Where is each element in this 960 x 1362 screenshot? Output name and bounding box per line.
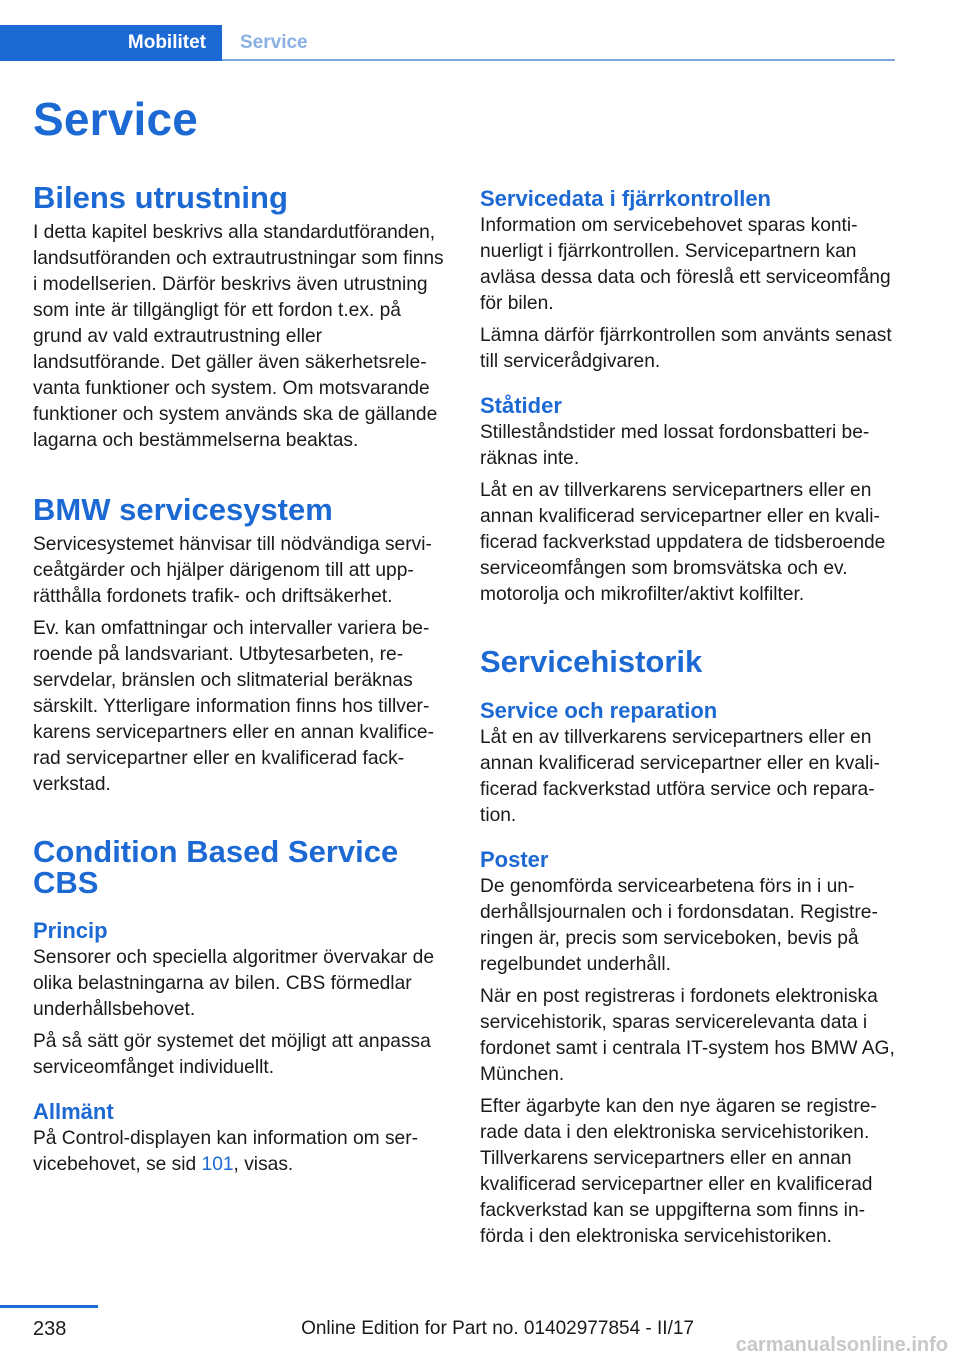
subheading-statider: Ståtider — [480, 393, 562, 418]
text: På Control-displayen kan information om servicebehovet, se sid — [33, 1128, 418, 1175]
paragraph: Lämna därför fjärrkontrollen som använts senast till servicerådgivaren. — [480, 325, 892, 372]
heading-servicehistorik: Servicehistorik — [480, 644, 703, 679]
paragraph: De genomförda servicearbetena förs in i underhållsjournalen och i fordonsdatan. Registreringen är, precis som serviceboken, bevis på regelbundet underhåll. — [480, 876, 878, 975]
tab-mobilitet[interactable]: Mobilitet — [0, 25, 222, 61]
paragraph: Låt en av tillverkarens servicepartners eller en annan kvalificerad servicepartner eller en kvalificerad fackverkstad uppdatera de tidsberoende serviceomfången som bromsvätska och ev. motorolja och mikrofilter/aktivt kolfilter. — [480, 480, 886, 605]
tab-underline — [222, 59, 895, 61]
subheading-princip: Princip — [33, 918, 108, 943]
header-tabbar — [0, 25, 895, 61]
heading-bmw-servicesystem: BMW servicesystem — [33, 492, 333, 527]
heading-condition-based-service: Condition Based Service CBS — [33, 834, 399, 900]
right-column — [480, 180, 898, 1250]
subheading-allmant: Allmänt — [33, 1099, 114, 1124]
paragraph: När en post registreras i fordonets elektroniska servicehistorik, sparas servicerelevanta data i fordonet samt i centrala IT-system hos BMW AG, München. — [480, 986, 895, 1085]
text: , visas. — [233, 1154, 294, 1175]
page-link[interactable]: 101 — [201, 1154, 234, 1175]
paragraph: Efter ägarbyte kan den nye ägaren se registrerade data i den elektroniska servicehistoriken. Tillverkarens servicepartners eller en annan kvalificerad servicepartner eller en kvalificerad fackverkstad kan se uppgifterna som finns införda i den elektroniska servicehistoriken. — [480, 1096, 877, 1247]
page-number: 238 — [33, 1318, 67, 1340]
footer-bar — [0, 1305, 98, 1308]
subheading-poster: Poster — [480, 847, 549, 872]
paragraph: Servicesystemet hänvisar till nödvändiga serviceåtgärder och hjälper därigenom till att upprätthålla fordonets trafik- och driftsäkerhet. — [33, 534, 432, 607]
paragraph: Sensorer och speciella algoritmer övervakar de olika belastningarna av bilen. CBS förmedlar underhållsbehovet. — [33, 947, 434, 1020]
paragraph — [33, 1126, 451, 1178]
paragraph: I detta kapitel beskrivs alla standardutföranden, landsutföranden och extrautrustningar som finns i modellserien. Därför beskrivs även utrustning som inte är tillgängligt för ett fordon t.ex. på grund av vald extrautrustning eller landsutförande. Det gäller även säkerhetsrelevanta funktioner och system. Om motsvarande funktioner och system används ska de gällande lagarna och bestämmelserna beaktas. — [33, 222, 444, 451]
subheading-servicedata: Servicedata i fjärrkontrollen — [480, 186, 771, 211]
left-column — [33, 180, 451, 1178]
tab-service[interactable]: Service — [240, 32, 308, 53]
watermark: carmanualsonline.info — [735, 1334, 948, 1356]
paragraph: Information om servicebehovet sparas kontinuerligt i fjärrkontrollen. Servicepartnern kan avläsa dessa data och föreslå ett serviceomfång för bilen. — [480, 215, 891, 314]
heading-bilens-utrustning: Bilens utrustning — [33, 180, 288, 215]
paragraph: På så sätt gör systemet det möjligt att anpassa serviceomfånget individuellt. — [33, 1031, 431, 1078]
paragraph: Stilleståndstider med lossat fordonsbatteri beräknas inte. — [480, 422, 870, 469]
edition-text: Online Edition for Part no. 01402977854 - II/17 — [301, 1318, 694, 1339]
page-title: Service — [33, 93, 199, 145]
subheading-service-och-reparation: Service och reparation — [480, 698, 718, 723]
paragraph: Låt en av tillverkarens servicepartners eller en annan kvalificerad servicepartner eller en kvalificerad fackverkstad utföra service och reparation. — [480, 727, 880, 826]
paragraph: Ev. kan omfattningar och intervaller variera beroende på landsvariant. Utbytesarbeten, reservdelar, bränslen och slitmaterial beräknas särskilt. Ytterligare information finns hos tillverkarens servicepartners eller en annan kvalificerad servicepartner eller en kvalificerad fackverkstad. — [33, 618, 434, 795]
